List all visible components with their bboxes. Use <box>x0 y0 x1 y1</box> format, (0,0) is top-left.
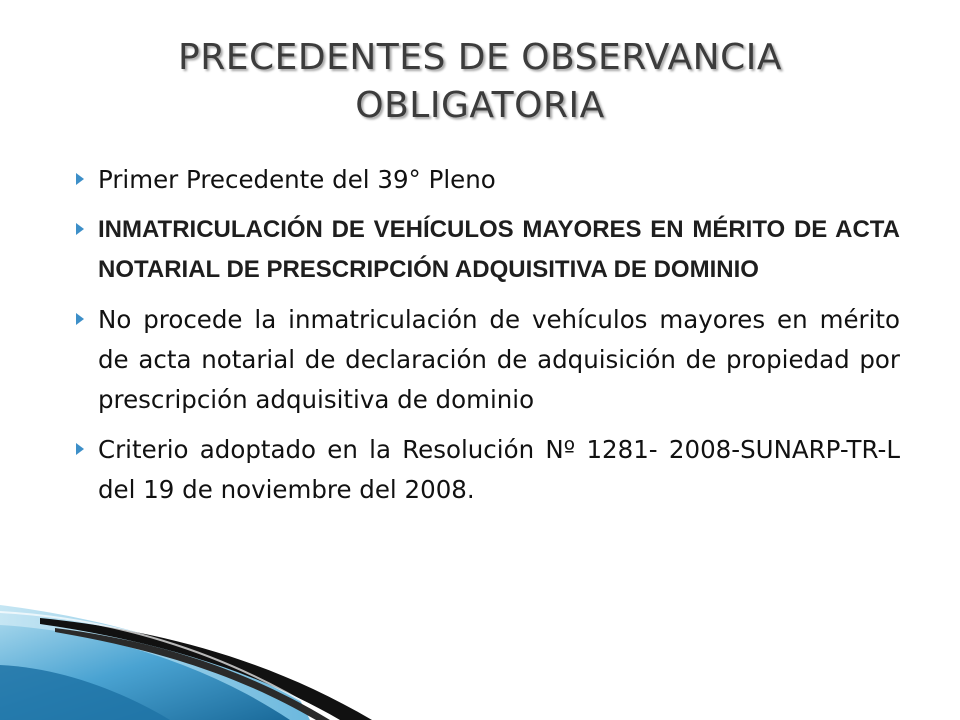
arrow-bullet-icon <box>76 223 84 235</box>
bullet-text: No procede la inmatriculación de vehículos mayores en mérito de acta notarial de declaración de adquisición de propiedad por prescripción adquisitiva de dominio <box>98 305 900 414</box>
arrow-bullet-icon <box>76 443 84 455</box>
bullet-text: Criterio adoptado en la Resolución Nº 1281- 2008-SUNARP-TR-L del 19 de noviembre del 2008. <box>98 435 900 504</box>
bullet-text: Primer Precedente del 39° Pleno <box>98 165 496 194</box>
bullet-item-heading <box>76 210 900 290</box>
bullet-item-precedent <box>76 160 900 200</box>
bullet-list <box>76 160 900 520</box>
bullet-text: INMATRICULACIÓN DE VEHÍCULOS MAYORES EN MÉRITO DE ACTA NOTARIAL DE PRESCRIPCIÓN ADQUISITIVA DE DOMINIO <box>98 216 900 283</box>
slide-title: PRECEDENTES DE OBSERVANCIA OBLIGATORIA <box>178 37 782 126</box>
arrow-bullet-icon <box>76 313 84 325</box>
arrow-bullet-icon <box>76 173 84 185</box>
bullet-item-ruling <box>76 300 900 420</box>
bullet-item-criterion <box>76 430 900 510</box>
